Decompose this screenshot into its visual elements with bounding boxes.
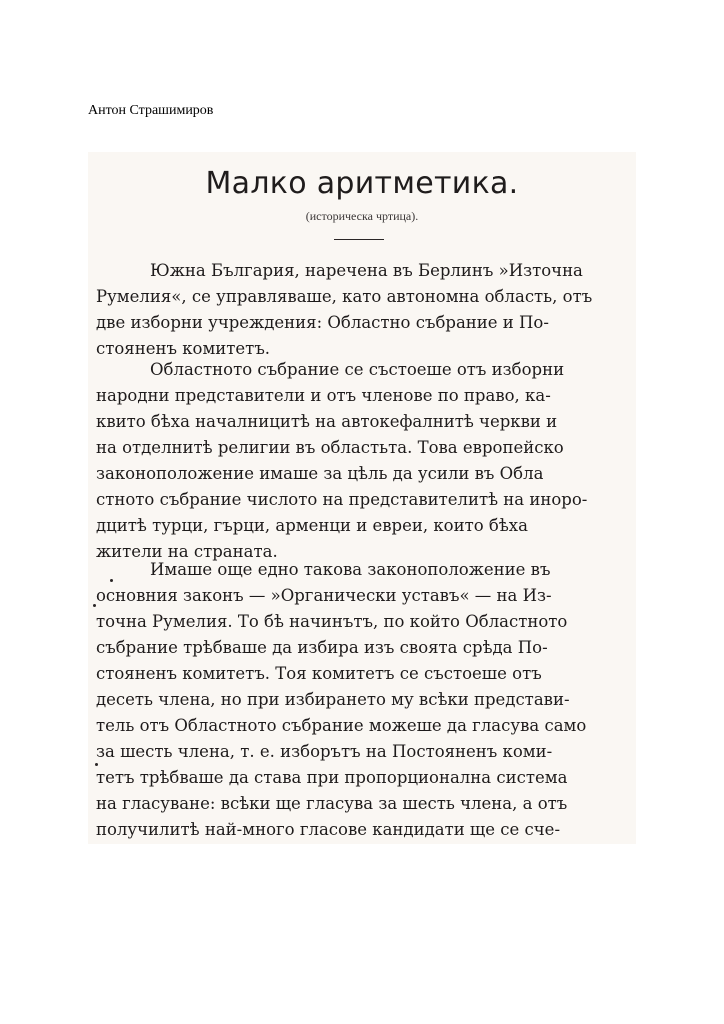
text-line: точна Румелия. То бѣ начинътъ, по който Областното xyxy=(96,612,568,631)
text-line: законоположение имаше за цѣль да усили въ Обла xyxy=(96,464,544,483)
text-line: дцитѣ турци, гърци, арменци и евреи, които бѣха xyxy=(96,516,528,535)
text-line: тетъ трѣбваше да става при пропорционална система xyxy=(96,768,568,787)
text-line: събрание трѣбваше да избира изъ своята срѣда По- xyxy=(96,638,548,657)
article-title: Малко аритметика. xyxy=(205,166,519,201)
text-line: тель отъ Областното събрание можеше да гласува само xyxy=(96,716,587,735)
article-subtitle: (историческа чртица). xyxy=(305,209,419,223)
text-line: две изборни учреждения: Областно събрание и По- xyxy=(96,313,549,332)
author-name: Антон Страшимиров xyxy=(88,103,214,118)
text-line: квито бѣха началницитѣ на автокефалнитѣ черкви и xyxy=(96,412,558,431)
title-divider xyxy=(334,239,384,240)
scan-speck xyxy=(93,604,96,607)
text-line: стното събрание числото на представителитѣ на иноро- xyxy=(96,490,588,509)
text-line: десеть члена, но при избирането му всѣки представи- xyxy=(96,690,570,709)
scan-speck xyxy=(95,763,98,766)
text-line: за шесть члена, т. е. изборътъ на Постояненъ коми- xyxy=(96,742,553,761)
text-line: основния законъ — »Органически уставъ« — на Из- xyxy=(96,586,552,605)
text-line: Южна България, наречена въ Берлинъ »Източна xyxy=(150,261,583,280)
text-line: жители на страната. xyxy=(96,542,278,561)
text-line: Румелия«, се управляваше, като автономна область, отъ xyxy=(96,287,593,306)
scanned-page xyxy=(88,152,636,844)
text-line: Областното събрание се състоеше отъ изборни xyxy=(150,360,565,379)
text-line: народни представители и отъ членове по право, ка- xyxy=(96,386,551,405)
text-line: Имаше още едно такова законоположение въ xyxy=(150,560,551,579)
text-line: стояненъ комитетъ. Тоя комитетъ се състоеше отъ xyxy=(96,664,542,683)
text-line: стояненъ комитетъ. xyxy=(96,339,271,358)
scan-speck xyxy=(110,579,113,582)
text-line: на гласуване: всѣки ще гласува за шесть члена, а отъ xyxy=(96,794,568,813)
text-line: получилитѣ най-много гласове кандидати ще се сче- xyxy=(96,820,561,839)
text-line: на отделнитѣ религии въ областьта. Това европейско xyxy=(96,438,564,457)
